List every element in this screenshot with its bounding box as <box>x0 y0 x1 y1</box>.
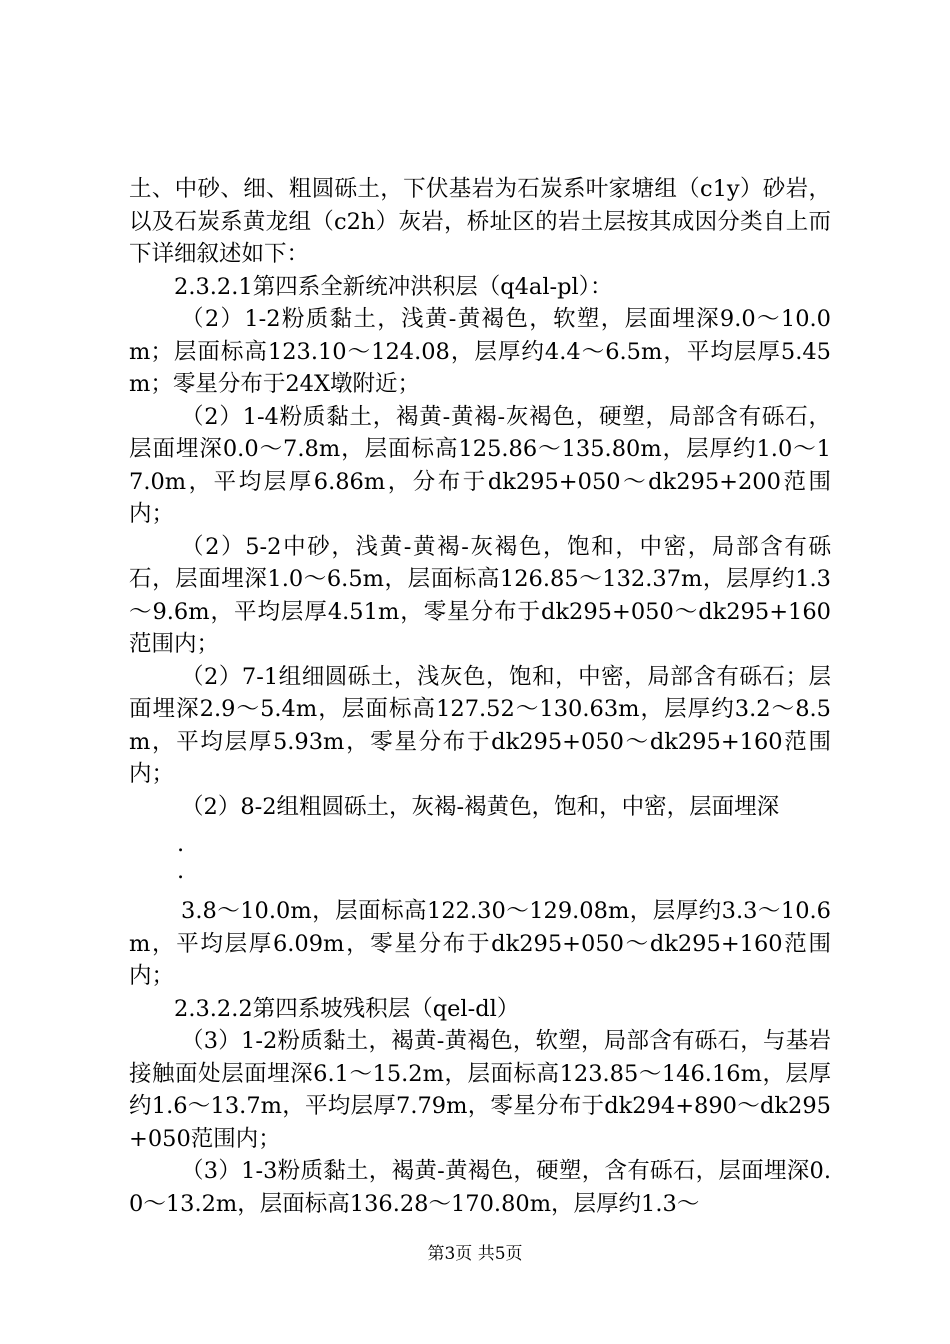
paragraph-layer-2-5-2: （2）5-2中砂，浅黄-黄褐-灰褐色，饱和，中密，局部含有砾石，层面埋深1.0～6.5m，层面标高126.85～132.37m，层厚约1.3～9.6m，平均层厚4.51m，零星分布于dk295+050～dk295+160范围内； <box>129 533 831 657</box>
paragraph-intro: 土、中砂、细、粗圆砾土，下伏基岩为石炭系叶家塘组（c1y）砂岩，以及石炭系黄龙组（c2h）灰岩，桥址区的岩土层按其成因分类自上而下详细叙述如下： <box>129 176 831 267</box>
paragraph-layer-3-1-3: （3）1-3粉质黏土，褐黄-黄褐色，硬塑，含有砾石，层面埋深0.0～13.2m，层面标高136.28～170.80m，层厚约1.3～ <box>129 1158 831 1217</box>
section-heading-2-3-2-1: 2.3.2.1第四系全新统冲洪积层（q4al-pl）： <box>174 273 613 300</box>
document-body <box>129 173 831 1220</box>
section-heading-2-3-2-2: 2.3.2.2第四系坡残积层（qel-dl） <box>174 995 520 1022</box>
page-break-dots <box>129 823 831 895</box>
paragraph-layer-2-1-2: （2）1-2粉质黏土，浅黄-黄褐色，软塑，层面埋深9.0～10.0m；层面标高123.10～124.08，层厚约4.4～6.5m，平均层厚5.45m；零星分布于24X墩附近； <box>129 306 831 397</box>
paragraph-layer-3-1-2: （3）1-2粉质黏土，褐黄-黄褐色，软塑，局部含有砾石，与基岩接触面处层面埋深6.1～15.2m，层面标高123.85～146.16m，层厚约1.6～13.7m，平均层厚7.79m，零星分布于dk294+890～dk295+050范围内； <box>129 1028 831 1152</box>
break-dot: . <box>177 858 185 884</box>
break-dot: . <box>177 831 185 857</box>
paragraph-layer-2-8-2: （2）8-2组粗圆砾土，灰褐-褐黄色，饱和，中密，层面埋深 <box>181 793 780 820</box>
paragraph-layer-2-7-1: （2）7-1组细圆砾土，浅灰色，饱和，中密，局部含有砾石；层面埋深2.9～5.4m，层面标高127.52～130.63m，层厚约3.2～8.5m，平均层厚5.93m，零星分布于dk295+050～dk295+160范围内； <box>129 663 831 787</box>
page-footer: 第3页 共5页 <box>427 1244 523 1264</box>
paragraph-layer-2-1-4: （2）1-4粉质黏土，褐黄-黄褐-灰褐色，硬塑，局部含有砾石，层面埋深0.0～7.8m，层面标高125.86～135.80m，层厚约1.0～17.0m，平均层厚6.86m，分布于dk295+050～dk295+200范围内； <box>129 403 831 527</box>
paragraph-layer-2-8-2-continued: 3.8～10.0m，层面标高122.30～129.08m，层厚约3.3～10.6m，平均层厚6.09m，零星分布于dk295+050～dk295+160范围内； <box>129 898 831 989</box>
